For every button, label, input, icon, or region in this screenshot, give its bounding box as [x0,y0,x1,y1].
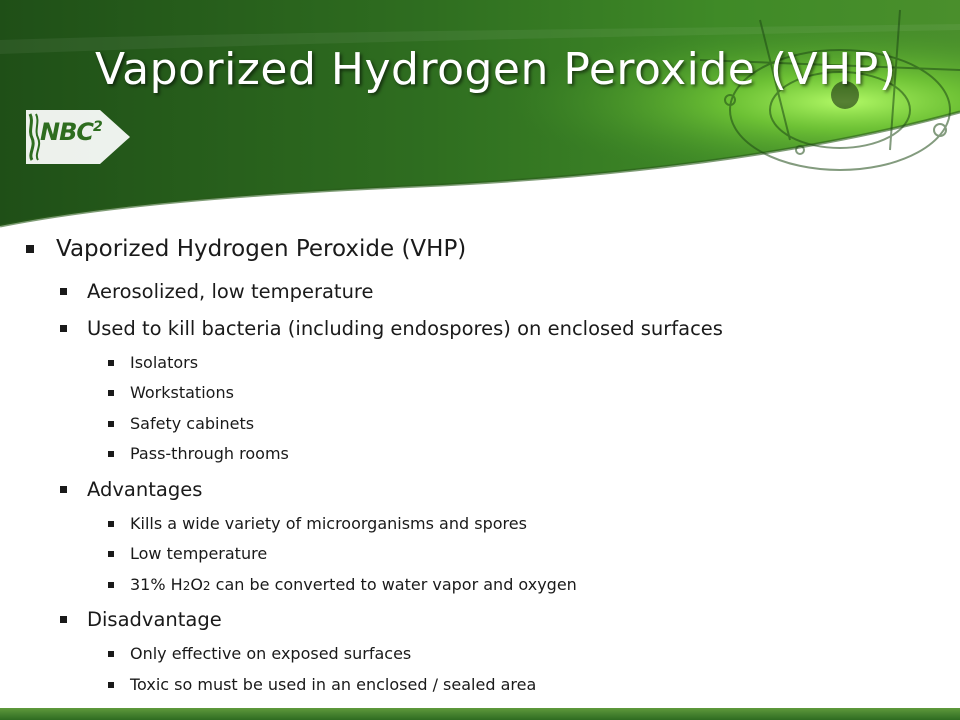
bullet-marker [108,421,114,427]
bullet-text: Only effective on exposed surfaces [130,644,412,663]
bullet-marker [60,616,67,623]
slide-title: Vaporized Hydrogen Peroxide (VHP) [95,44,897,95]
bullet-text: Used to kill bacteria (including endospores) on enclosed surfaces [87,317,723,340]
bullet-marker [60,486,67,493]
bullet-item [108,383,234,402]
bullet-marker [108,521,114,527]
bullet-text: Pass-through rooms [130,444,289,463]
bullet-text: Isolators [130,353,199,372]
bullet-text: Toxic so must be used in an enclosed / sealed area [130,675,537,694]
bullet-marker [108,360,114,366]
bullet-text: Disadvantage [87,608,222,631]
bullet-marker [108,651,114,657]
bullet-item [60,608,222,631]
bullet-marker [26,245,34,253]
bullet-text: Safety cabinets [130,414,255,433]
bullet-marker [108,551,114,557]
bullet-marker [108,451,114,457]
header-banner [0,0,960,230]
bullet-item [108,444,289,463]
bullet-item [108,514,527,533]
bullet-item [60,317,723,340]
bullet-text: 31% H2O2 can be converted to water vapor and oxygen [130,575,577,594]
bullet-marker [60,288,67,295]
bullet-item [108,353,198,372]
bullet-marker [60,325,67,332]
bullet-item [108,575,577,594]
bullet-item [108,675,536,694]
bullet-text: Advantages [87,478,203,501]
bullet-text: Kills a wide variety of microorganisms and spores [130,514,527,533]
bullet-marker [108,682,114,688]
bullet-text: Workstations [130,383,234,402]
bullet-item [60,280,374,303]
bullet-text: Vaporized Hydrogen Peroxide (VHP) [56,236,467,262]
footer-bar [0,708,960,720]
bullet-text: Aerosolized, low temperature [87,280,374,303]
bullet-item [108,414,254,433]
logo-text: NBC$^2$ [40,118,102,146]
header-background [0,0,960,230]
bullet-text: Low temperature [130,544,268,563]
bullet-marker [108,582,114,588]
bullet-item [108,544,267,563]
bullet-marker [108,390,114,396]
bullet-item [26,236,466,262]
bullet-item [60,478,202,501]
bullet-item [108,644,411,663]
